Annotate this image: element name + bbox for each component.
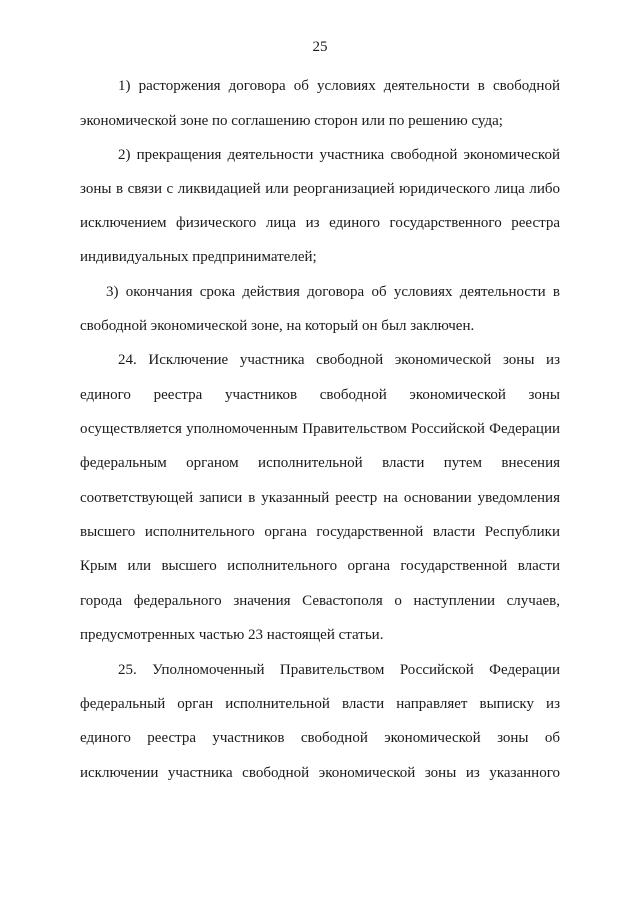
paragraph-3-line-2: свободной экономической зоне, на который он был заключен. [80,318,475,334]
paragraph-2-line-2: зоны в связи с ликвидацией или реорганизацией юридического лица либо [80,181,560,197]
paragraph-25-line-4: исключении участника свободной экономической зоны из указанного [80,765,560,781]
paragraph-24-line-3: осуществляется уполномоченным Правительством Российской Федерации [80,421,560,437]
paragraph-1-line-2: экономической зоне по соглашению сторон или по решению суда; [80,113,503,129]
page-number: 25 [312,39,328,55]
paragraph-2-line-3: исключением физического лица из единого государственного реестра [80,215,560,231]
paragraph-2-line-1: 2) прекращения деятельности участника свободной экономической [118,147,560,163]
paragraph-24-line-6: высшего исполнительного органа государственной власти Республики [80,524,560,540]
paragraph-3-line-1: 3) окончания срока действия договора об условиях деятельности в [106,284,560,300]
paragraph-24-line-9: предусмотренных частью 23 настоящей статьи. [80,627,384,643]
paragraph-24-line-4: федеральным органом исполнительной власти путем внесения [80,455,560,471]
paragraph-24-line-2: единого реестра участников свободной экономической зоны [80,387,560,403]
paragraph-2-line-4: индивидуальных предпринимателей; [80,249,317,265]
paragraph-25-line-3: единого реестра участников свободной экономической зоны об [80,730,560,746]
paragraph-24-line-7: Крым или высшего исполнительного органа государственной власти [80,558,560,574]
paragraph-24-line-5: соответствующей записи в указанный реестр на основании уведомления [80,490,560,506]
paragraph-24-line-8: города федерального значения Севастополя о наступлении случаев, [80,593,560,609]
paragraph-24-line-1: 24. Исключение участника свободной экономической зоны из [118,352,560,368]
paragraph-25-line-1: 25. Уполномоченный Правительством Российской Федерации [118,662,560,678]
paragraph-25-line-2: федеральный орган исполнительной власти направляет выписку из [80,696,560,712]
paragraph-1-line-1: 1) расторжения договора об условиях деятельности в свободной [118,78,560,94]
